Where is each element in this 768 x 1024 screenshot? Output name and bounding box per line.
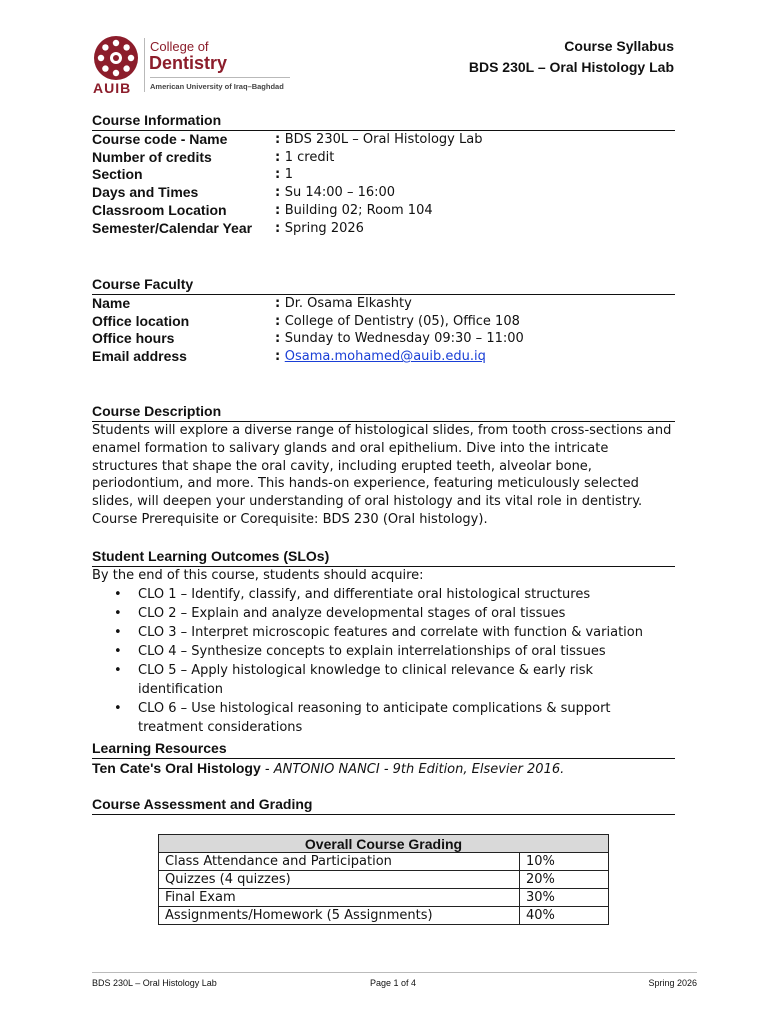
page-footer [92,972,697,988]
logo-dentistry-line: Dentistry [149,53,228,73]
list-item [114,642,675,661]
list-item [114,604,675,623]
document-title: Course Syllabus [564,38,674,54]
row-label: Name [92,295,131,311]
grading-item: Class Attendance and Participation [159,853,520,871]
slo-text: CLO 1 – Identify, classify, and differentiate oral histological structures [138,586,591,602]
row-label: Course code - Name [92,131,228,147]
assessment-section [92,795,675,815]
slo-section [92,547,675,737]
logo-college-line: College of [150,39,209,54]
footer-page-number: Page 1 of 4 [370,978,417,988]
bullet-icon: • [114,662,122,678]
row-value: BDS 230L – Oral Histology Lab [284,132,483,147]
grading-percent: 40% [520,907,609,925]
list-item [114,585,675,604]
table-row [159,853,609,871]
bullet-icon: • [114,700,122,716]
row-value: College of Dentistry (05), Office 108 [284,313,520,329]
row-label: Days and Times [92,184,199,201]
section-heading: Course Information [92,111,675,131]
list-item [114,623,675,642]
list-item [114,699,675,737]
course-description-section [92,402,675,529]
faculty-name-row: Name : Dr. Osama Elkashty [92,295,412,311]
grading-percent: 20% [520,871,609,889]
course-faculty-section [92,275,675,366]
learning-resources-section [92,739,675,779]
table-row [159,907,609,925]
info-row: Days and Times : Su 14:00 – 16:00 [92,184,396,201]
college-logo [92,34,292,96]
section-heading: Course Faculty [92,275,675,295]
row-label: Section [92,166,143,183]
logo-divider [144,38,145,92]
bullet-icon: • [114,586,122,602]
slo-intro: By the end of this course, students should acquire: [92,568,424,583]
textbook-reference [92,759,675,779]
row-value: Spring 2026 [284,220,364,236]
course-information-list [92,131,675,237]
grading-percent: 10% [520,853,609,871]
row-value: 1 credit [284,149,335,165]
section-heading: Student Learning Outcomes (SLOs) [92,547,675,567]
slo-text: CLO 3 – Interpret microscopic features and correlate with function & variation [138,624,643,640]
faculty-office-row: Office location : College of Dentistry (05), Office 108 [92,312,520,329]
logo-rule [150,77,290,78]
row-value: Su 14:00 – 16:00 [284,185,396,201]
section-heading: Course Description [92,402,675,422]
row-label: Semester/Calendar Year [92,219,253,236]
emblem-icon [92,34,140,82]
info-row: Section : 1 [92,166,294,183]
grading-table-title: Overall Course Grading [159,835,609,853]
table-row [159,871,609,889]
bullet-icon: • [114,605,122,621]
bullet-icon: • [114,624,122,640]
document-header [469,36,674,78]
row-value: Sunday to Wednesday 09:30 – 11:00 [284,331,524,347]
bullet-icon: • [114,643,122,659]
course-title: BDS 230L – Oral Histology Lab [468,59,674,75]
table-row [159,889,609,907]
slo-text: CLO 6 – Use histological reasoning to anticipate complications & support treatment considerations [138,700,611,735]
slo-text: CLO 4 – Synthesize concepts to explain interrelationships of oral tissues [138,643,606,659]
row-value: Dr. Osama Elkashty [284,296,412,311]
section-heading: Learning Resources [92,739,675,759]
info-row: Semester/Calendar Year : Spring 2026 [92,219,364,236]
row-value: 1 [284,167,294,183]
list-item [114,661,675,699]
row-label: Office hours [92,330,175,347]
slo-text: CLO 5 – Apply histological knowledge to clinical relevance & early risk identification [138,662,594,697]
row-label: Number of credits [92,148,212,165]
row-label: Office location [92,312,190,329]
email-link[interactable]: Osama.mohamed@auib.edu.iq [284,349,486,365]
info-row: Course code - Name : BDS 230L – Oral Histology Lab [92,131,483,147]
grading-item: Assignments/Homework (5 Assignments) [159,907,520,925]
grading-table [158,834,609,925]
logo-acronym: AUIB [93,80,132,96]
prerequisite-text: Course Prerequisite or Corequisite: BDS 230 (Oral histology). [92,511,488,527]
course-information-section [92,111,675,237]
textbook-title: Ten Cate's Oral Histology [92,760,261,776]
row-label: Classroom Location [92,201,227,218]
slo-text: CLO 2 – Explain and analyze developmental stages of oral tissues [138,605,566,621]
grading-item: Final Exam [159,889,520,907]
info-row: Number of credits : 1 credit [92,148,335,165]
row-value: Building 02; Room 104 [284,202,433,218]
slo-list [92,585,675,737]
row-label: Email address [92,348,187,365]
footer-course: BDS 230L – Oral Histology Lab [92,978,217,988]
info-row: Classroom Location : Building 02; Room 104 [92,201,433,218]
logo-university-name: American University of Iraq–Baghdad [150,82,284,91]
grading-item: Quizzes (4 quizzes) [159,871,520,889]
textbook-details: - ANTONIO NANCI - 9th Edition, Elsevier 2016. [260,762,565,777]
footer-semester: Spring 2026 [648,978,697,988]
faculty-email-row: Email address : Osama.mohamed@auib.edu.iq [92,348,486,365]
description-text: Students will explore a diverse range of histological slides, from tooth cross-sections and enamel formation to salivary glands and oral epithelium. Dive into the intricate structures that shape the oral cavity, including erupted teeth, alveolar bone, periodontium, and more. This hands-on experience, featuring meticulously selected slides, will deepen your understanding of oral histology and its vital role in dentistry. [92,423,672,510]
section-heading: Course Assessment and Grading [92,795,675,815]
grading-percent: 30% [520,889,609,907]
faculty-hours-row: Office hours : Sunday to Wednesday 09:30 – 11:00 [92,330,524,347]
